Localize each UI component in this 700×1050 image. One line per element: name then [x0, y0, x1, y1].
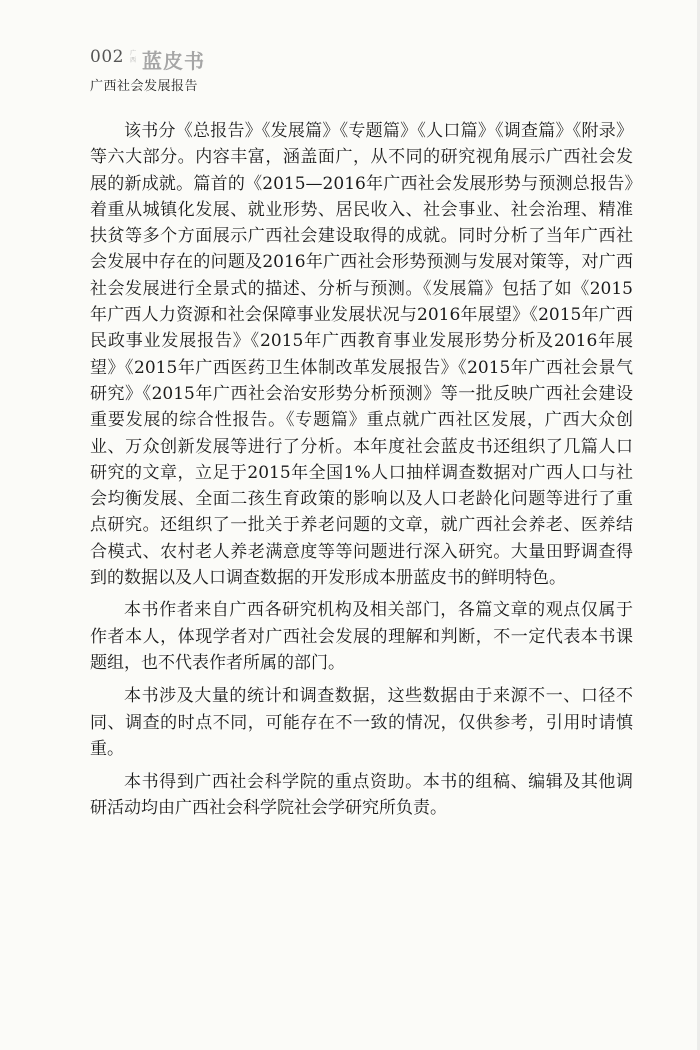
paragraph-data-notice: 本书涉及大量的统计和调查数据，这些数据由于来源不一、口径不同、调查的时点不同，可能存在不一致的情况，仅供参考，引用时请慎重。 — [90, 686, 633, 759]
paragraph-authors: 本书作者来自广西各研究机构及相关部门，各篇文章的观点仅属于作者本人，体现学者对广西社会发展的理解和判断，不一定代表本书课题组，也不代表作者所属的部门。 — [90, 600, 633, 673]
series-title: 蓝皮书 — [142, 49, 205, 73]
page-number: 002 — [90, 47, 124, 67]
book-title: 广西社会发展报告 — [90, 79, 199, 94]
paragraph-funding: 本书得到广西社会科学院的重点资助。本书的组稿、编辑及其他调研活动均由广西社会科学院社会学研究所负责。 — [90, 772, 633, 819]
series-logo-small-text: 广西 — [130, 50, 137, 64]
paragraph-overview: 该书分《总报告》《发展篇》《专题篇》《人口篇》《调查篇》《附录》等六大部分。内容丰富，涵盖面广，从不同的研究视角展示广西社会发展的新成就。篇首的《2015—2016年广西社会发展形势与预测总报告》着重从城镇化发展、就业形势、居民收入、社会事业、社会治理、精准扶贫等多个方面展示广西社会建设取得的成就。同时分析了当年广西社会发展中存在的问题及2016年广西社会形势预测与发展对策等，对广西社会发展进行全景式的描述、分析与预测。《发展篇》包括了如《2015年广西人力资源和社会保障事业发展状况与2016年展望》《2015年广西民政事业发展报告》《2015年广西教育事业发展形势分析及2016年展望》《2015年广西医药卫生体制改革发展报告》《2015年广西社会景气研究》《2015年广西社会治安形势分析预测》等一批反映广西社会建设重要发展的综合性报告。《专题篇》重点就广西社区发展，广西大众创业、万众创新发展等进行了分析。本年度社会蓝皮书还组织了几篇人口研究的文章，立足于2015年全国1%人口抽样调查数据对广西人口与社会均衡发展、全面二孩生育政策的影响以及人口老龄化问题等进行了重点研究。还组织了一批关于养老问题的文章，就广西社会养老、医养结合模式、农村老人养老满意度等等问题进行深入研究。大量田野调查得到的数据以及人口调查数据的开发形成本册蓝皮书的鲜明特色。 — [90, 121, 633, 589]
running-header — [90, 44, 650, 94]
body-text — [90, 118, 633, 829]
series-logo — [130, 45, 210, 73]
